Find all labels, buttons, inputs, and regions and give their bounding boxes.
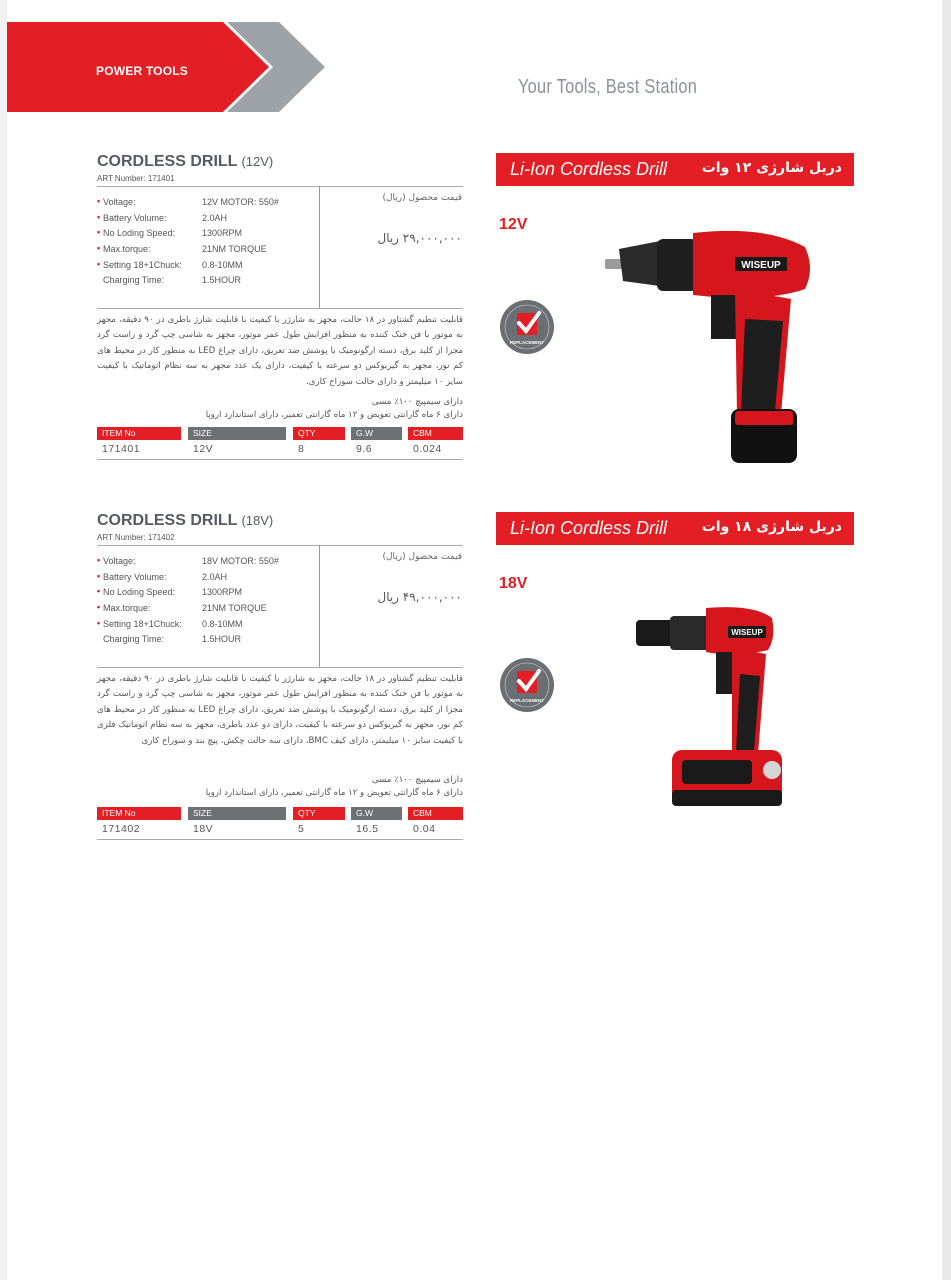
divider (97, 308, 463, 309)
product-name-en: Li-Ion Cordless Drill (510, 159, 668, 179)
table-cell-qty: 5 (298, 823, 305, 835)
spec-value: 21NM TORQUE (202, 603, 267, 614)
spec-row (97, 587, 317, 603)
table-header-qty: QTY (293, 807, 345, 820)
product-card-12v (0, 153, 951, 513)
voltage-label: 18V (499, 575, 528, 592)
cordless-drill-12v-image (605, 229, 815, 464)
feature-item: دارای سیمپیچ ۱۰۰٪ مسی (371, 775, 463, 785)
brand-logo-text: WISEUP (731, 628, 763, 637)
divider (97, 186, 463, 187)
table-header-size: SIZE (188, 807, 286, 820)
table-cell-gw: 9.6 (356, 443, 373, 455)
bullet-icon: • (97, 258, 101, 269)
feature-item: دارای ۶ ماه گارانتی تعویض و ۱۲ ماه گارانتی تعمیر، دارای استاندارد اروپا (205, 787, 463, 798)
spec-label: Setting 18+1Chuck: (103, 259, 182, 270)
table-cell-size: 18V (193, 823, 214, 835)
spec-row (97, 260, 317, 276)
spec-row (97, 275, 317, 291)
table-header-gw: G.W (351, 807, 402, 820)
spec-row (97, 619, 317, 635)
divider-vertical (319, 186, 320, 308)
spec-label: Max.torque: (103, 603, 151, 614)
price-label: قیمت محصول (ریال) (382, 193, 462, 203)
art-number: ART Number: 171402 (97, 533, 175, 542)
spec-value: 2.0AH (202, 571, 228, 582)
table-cell-cbm: 0.04 (413, 823, 436, 835)
table-header-qty: QTY (293, 427, 345, 440)
table-header-item-no: ITEM No (97, 427, 181, 440)
product-name-bar (496, 512, 854, 545)
spec-list (97, 556, 317, 650)
table-header-gw: G.W (351, 427, 402, 440)
table-cell-item-no: 171402 (102, 823, 141, 835)
product-title-sub: (18V) (241, 513, 274, 528)
spec-value: 1.5HOUR (202, 634, 242, 645)
product-title-sub: (12V) (241, 154, 274, 169)
product-name-fa: دریل شارژی ۱۲ وات (701, 160, 842, 176)
table-header-cbm: CBM (408, 807, 463, 820)
product-description: قابلیت تنظیم گشتاور در ۱۸ حالت، مجهز به شارژر با کیفیت با قابلیت شارژ باطری در ۹۰ دقیقه، مجهز به موتور با فن خنک کننده به منظور افزایش طول عمر موتور، مجهز به شاسی چپ گرد و راست گرد مجزا از کلید برق، دسته ارگونومیک با پوشش ضد تعریق، دارای چراغ LED به منظور کار در محیط های کم نور، مجهز به گیربوکس دو سرعته با کیفیت، دارای یک عدد مجهز به سه نظام اتوماتیک با کیفیت سایز ۱۰ میلیمتر و دارای حالت سوراخ کاری. (97, 315, 464, 387)
spec-row (97, 244, 317, 260)
feature-item: دارای سیمپیچ ۱۰۰٪ مسی (371, 397, 463, 407)
product-name-fa: دریل شارژی ۱۸ وات (701, 519, 842, 535)
replacement-badge-icon (499, 657, 555, 713)
spec-value: 1.5HOUR (202, 275, 242, 286)
spec-label: Battery Volume: (103, 212, 167, 223)
spec-value: 1300RPM (202, 228, 243, 239)
spec-label: No Loding Speed: (103, 228, 176, 239)
divider (97, 545, 463, 546)
feature-list (97, 396, 463, 421)
slogan: Your Tools, Best Station (518, 76, 698, 98)
table-cell-cbm: 0.024 (413, 443, 442, 455)
product-title-main: CORDLESS DRILL (97, 153, 238, 170)
spec-row (97, 556, 317, 572)
spec-value: 1300RPM (202, 587, 243, 598)
spec-row (97, 634, 317, 650)
spec-list (97, 197, 317, 291)
replacement-badge-text: REPLACEMENT (509, 698, 545, 703)
table-cell-item-no: 171401 (102, 443, 141, 455)
feature-list (97, 774, 463, 799)
price: ۲۹,۰۰۰,۰۰۰ ریال (377, 231, 462, 245)
feature-item: دارای ۶ ماه گارانتی تعویض و ۱۲ ماه گارانتی تعمیر، دارای استاندارد اروپا (205, 409, 463, 420)
spec-value: 0.8-10MM (202, 259, 243, 270)
bullet-icon: • (97, 570, 101, 581)
product-title (97, 153, 273, 171)
spec-label: Max.torque: (103, 244, 151, 255)
bullet-icon: • (97, 227, 101, 238)
voltage-label: 12V (499, 216, 528, 233)
divider (97, 459, 463, 460)
product-description: قابلیت تنظیم گشتاور در ۱۸ حالت، مجهز به شارژر با کیفیت با قابلیت شارژ باطری در ۹۰ دقیقه، مجهز به موتور با فن خنک کننده به منظور افزایش طول عمر موتور، مجهز به شاسی چپ گرد و راست گرد مجزا از کلید برق، دسته ارگونومیک با پوشش ضد تعریق، دارای چراغ LED به منظور کار در محیط های کم نور، مجهز به گیربوکس دو سرعته با کیفیت، دارای دو عدد باطری، مجهز به سه نظام اتوماتیک فلزی با کیفیت سایز ۱۰ میلیمتر، دارای کیف BMC، دارای سه حالت چکش، پیچ بند و سوراخ کاری (97, 674, 464, 746)
replacement-badge-icon (499, 299, 555, 355)
spec-label: Voltage: (103, 197, 136, 207)
replacement-badge-text: REPLACEMENT (509, 340, 545, 345)
table-cell-gw: 16.5 (356, 823, 379, 835)
bullet-icon: • (97, 555, 101, 565)
product-card-18v (0, 512, 951, 872)
bullet-icon: • (97, 586, 101, 597)
table-cell-size: 12V (193, 443, 214, 455)
price: ۴۹,۰۰۰,۰۰۰ ریال (377, 590, 462, 604)
product-title (97, 512, 273, 530)
spec-label: Voltage: (103, 556, 136, 566)
spec-row (97, 197, 317, 213)
cordless-drill-18v-image (636, 604, 786, 806)
spec-label: Charging Time: (103, 634, 165, 645)
spec-value: 21NM TORQUE (202, 244, 267, 255)
brand-logo-text: WISEUP (741, 260, 781, 271)
bullet-icon: • (97, 196, 101, 206)
banner-label: POWER TOOLS (96, 64, 188, 78)
bullet-icon: • (97, 602, 101, 613)
bullet-icon: • (97, 243, 101, 254)
spec-row (97, 228, 317, 244)
spec-label: No Loding Speed: (103, 587, 176, 598)
divider (97, 839, 463, 840)
price-label: قیمت محصول (ریال) (382, 552, 462, 562)
spec-value: 18V MOTOR: 550# (202, 556, 279, 566)
spec-row (97, 603, 317, 619)
bullet-icon: • (97, 617, 101, 628)
spec-row (97, 213, 317, 229)
product-name-bar (496, 153, 854, 186)
table-cell-qty: 8 (298, 443, 305, 455)
spec-row (97, 572, 317, 588)
spec-value: 2.0AH (202, 212, 228, 223)
divider-vertical (319, 545, 320, 667)
divider (97, 667, 463, 668)
spec-label: Setting 18+1Chuck: (103, 618, 182, 629)
spec-label: Battery Volume: (103, 571, 167, 582)
spec-value: 0.8-10MM (202, 618, 243, 629)
table-header-cbm: CBM (408, 427, 463, 440)
table-header-item-no: ITEM No (97, 807, 181, 820)
art-number: ART Number: 171401 (97, 174, 175, 183)
bullet-icon: • (97, 211, 101, 222)
product-title-main: CORDLESS DRILL (97, 512, 238, 529)
product-name-en: Li-Ion Cordless Drill (510, 518, 668, 538)
spec-label: Charging Time: (103, 275, 165, 286)
table-header-size: SIZE (188, 427, 286, 440)
spec-value: 12V MOTOR: 550# (202, 197, 279, 207)
